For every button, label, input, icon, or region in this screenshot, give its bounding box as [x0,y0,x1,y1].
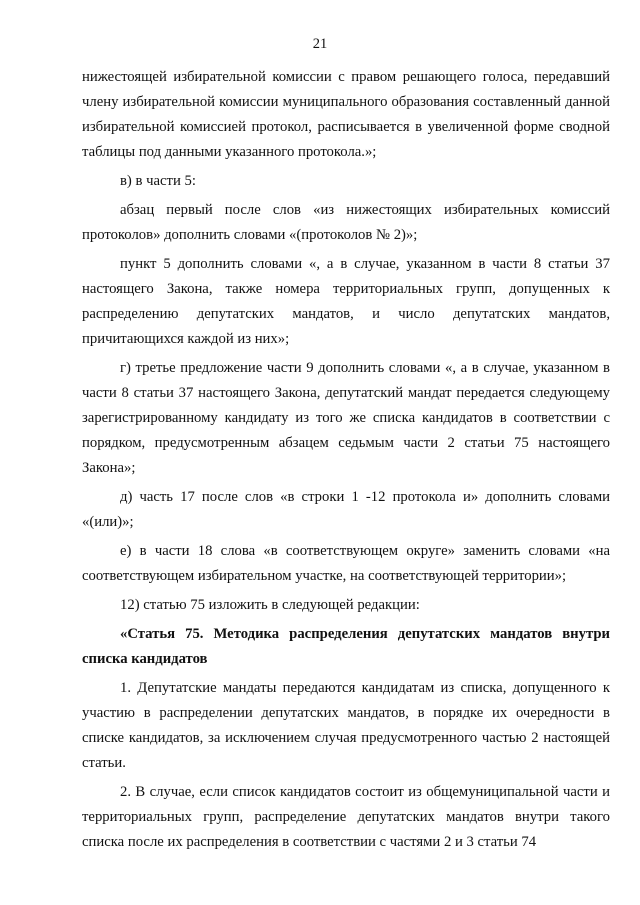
paragraph-continuation: нижестоящей избирательной комиссии с правом решающего голоса, передавший члену избирательной комиссии муниципального образования составленный данной избирательной комиссией протокол, расписывается в увеличенной форме сводной таблицы под данными указанного протокола.»; [82,69,610,160]
paragraph-article-part-2: 2. В случае, если список кандидатов состоит из общемуниципальной части и территориальных групп, распределение депутатских мандатов внутри такого списка после их распределения в соответствии с частями 2 и 3 статьи 74 [82,784,610,850]
paragraph-punkt-5: пункт 5 дополнить словами «, а в случае, указанном в части 8 статьи 37 настоящего Закона, также номера территориальных групп, допущенных к распределению депутатских мандатов, и число депутатских мандатов, причитающихся каждой из них»; [82,256,610,347]
paragraph-item-e: е) в части 18 слова «в соответствующем округе» заменить словами «на соответствующем избирательном участке, на соответствующей территории»; [82,543,610,584]
paragraph-item-v: в) в части 5: [120,173,196,189]
paragraph-article-part-1: 1. Депутатские мандаты передаются кандидатам из списка, допущенного к участию в распределении депутатских мандатов, в порядке их очередности в списке кандидатов, за исключением случая предусмотренного частью 2 настоящей статьи. [82,680,610,771]
page-number: 21 [312,36,328,52]
document-body [82,65,610,859]
paragraph-item-12: 12) статью 75 изложить в следующей редакции: [120,597,420,613]
paragraph-item-d: д) часть 17 после слов «в строки 1 -12 протокола и» дополнить словами «(или)»; [82,489,610,530]
paragraph-abzac-first: абзац первый после слов «из нижестоящих избирательных комиссий протоколов» дополнить словами «(протоколов № 2)»; [82,202,610,243]
paragraph-item-g: г) третье предложение части 9 дополнить словами «, а в случае, указанном в части 8 статьи 37 настоящего Закона, депутатский мандат передается следующему зарегистрированному кандидату из того же списка кандидатов в соответствии с порядком, предусмотренным абзацем седьмым части 2 статьи 75 настоящего Закона»; [82,360,610,476]
article-heading: «Статья 75. Методика распределения депутатских мандатов внутри списка кандидатов [82,626,610,667]
